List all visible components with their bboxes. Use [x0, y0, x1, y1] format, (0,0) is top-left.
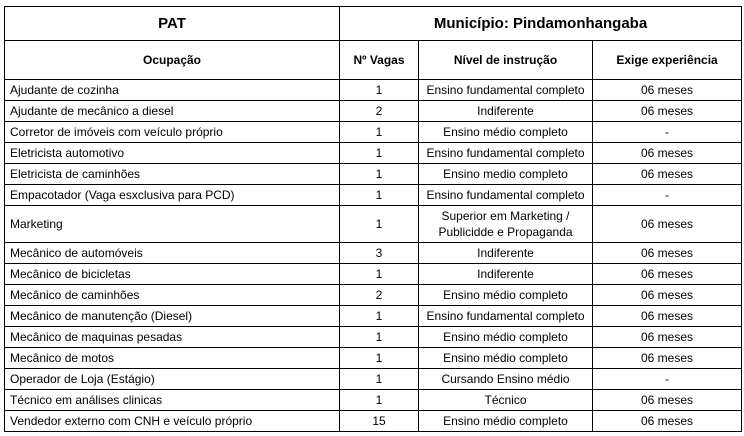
occupation-cell: Mecânico de maquinas pesadas [5, 327, 340, 348]
education-cell: Ensino medio completo [419, 164, 593, 185]
experience-cell: - [593, 122, 742, 143]
education-cell: Ensino médio completo [419, 122, 593, 143]
vacancies-cell: 15 [340, 411, 419, 432]
vacancies-cell: 1 [340, 348, 419, 369]
education-cell: Ensino médio completo [419, 348, 593, 369]
column-header-experiencia: Exige experiência [593, 41, 742, 80]
education-cell: Indiferente [419, 243, 593, 264]
vacancies-cell: 1 [340, 185, 419, 206]
vacancies-cell: 2 [340, 101, 419, 122]
vacancies-cell: 1 [340, 164, 419, 185]
occupation-cell: Eletricista de caminhões [5, 164, 340, 185]
experience-cell: 06 meses [593, 348, 742, 369]
vacancies-cell: 2 [340, 285, 419, 306]
occupation-cell: Mecânico de motos [5, 348, 340, 369]
vacancies-cell: 1 [340, 80, 419, 101]
education-cell: Técnico [419, 390, 593, 411]
experience-cell: 06 meses [593, 411, 742, 432]
education-cell: Indiferente [419, 101, 593, 122]
vacancies-cell: 3 [340, 243, 419, 264]
column-header-ocupacao: Ocupação [5, 41, 340, 80]
occupation-cell: Operador de Loja (Estágio) [5, 369, 340, 390]
occupation-cell: Ajudante de mecânico a diesel [5, 101, 340, 122]
job-vacancies-table [4, 6, 742, 432]
vacancies-cell: 1 [340, 390, 419, 411]
experience-cell: - [593, 185, 742, 206]
table-row [5, 122, 742, 143]
municipality-title: Município: Pindamonhangaba [340, 7, 742, 41]
table-row [5, 101, 742, 122]
education-cell: Cursando Ensino médio [419, 369, 593, 390]
experience-cell: 06 meses [593, 164, 742, 185]
occupation-cell: Mecânico de manutenção (Diesel) [5, 306, 340, 327]
education-cell: Ensino fundamental completo [419, 185, 593, 206]
experience-cell: 06 meses [593, 285, 742, 306]
experience-cell: 06 meses [593, 264, 742, 285]
column-header-nivel: Nível de instrução [419, 41, 593, 80]
experience-cell: 06 meses [593, 390, 742, 411]
vacancies-cell: 1 [340, 369, 419, 390]
experience-cell: 06 meses [593, 243, 742, 264]
education-cell: Indiferente [419, 264, 593, 285]
table-row [5, 80, 742, 101]
occupation-cell: Mecânico de automóveis [5, 243, 340, 264]
experience-cell: 06 meses [593, 143, 742, 164]
table-row [5, 185, 742, 206]
table-row [5, 164, 742, 185]
occupation-cell: Ajudante de cozinha [5, 80, 340, 101]
table-row [5, 306, 742, 327]
experience-cell: 06 meses [593, 306, 742, 327]
table-row [5, 327, 742, 348]
table-row [5, 243, 742, 264]
experience-cell: 06 meses [593, 327, 742, 348]
occupation-cell: Empacotador (Vaga esxclusiva para PCD) [5, 185, 340, 206]
occupation-cell: Mecânico de caminhões [5, 285, 340, 306]
vacancies-cell: 1 [340, 143, 419, 164]
column-header-vagas: Nº Vagas [340, 41, 419, 80]
vacancies-cell: 1 [340, 306, 419, 327]
job-table-container [4, 6, 742, 432]
vacancies-cell: 1 [340, 327, 419, 348]
occupation-cell: Técnico em análises clinicas [5, 390, 340, 411]
education-cell: Ensino fundamental completo [419, 143, 593, 164]
table-row [5, 285, 742, 306]
table-row [5, 348, 742, 369]
experience-cell: 06 meses [593, 206, 742, 243]
occupation-cell: Marketing [5, 206, 340, 243]
education-cell: Ensino fundamental completo [419, 306, 593, 327]
table-row [5, 206, 742, 243]
vacancies-cell: 1 [340, 206, 419, 243]
vacancies-cell: 1 [340, 264, 419, 285]
occupation-cell: Mecânico de bicicletas [5, 264, 340, 285]
education-cell: Ensino médio completo [419, 411, 593, 432]
occupation-cell: Vendedor externo com CNH e veículo próprio [5, 411, 340, 432]
occupation-cell: Corretor de imóveis com veículo próprio [5, 122, 340, 143]
pat-title: PAT [5, 7, 340, 41]
table-row [5, 264, 742, 285]
education-cell: Ensino médio completo [419, 285, 593, 306]
table-row [5, 143, 742, 164]
title-row [5, 7, 742, 41]
education-cell: Superior em Marketing / Publicidde e Propaganda [419, 206, 593, 243]
occupation-cell: Eletricista automotivo [5, 143, 340, 164]
education-cell: Ensino fundamental completo [419, 80, 593, 101]
table-row [5, 411, 742, 432]
vacancies-cell: 1 [340, 122, 419, 143]
experience-cell: 06 meses [593, 101, 742, 122]
education-cell: Ensino médio completo [419, 327, 593, 348]
table-row [5, 369, 742, 390]
experience-cell: - [593, 369, 742, 390]
table-row [5, 390, 742, 411]
experience-cell: 06 meses [593, 80, 742, 101]
column-header-row [5, 41, 742, 80]
